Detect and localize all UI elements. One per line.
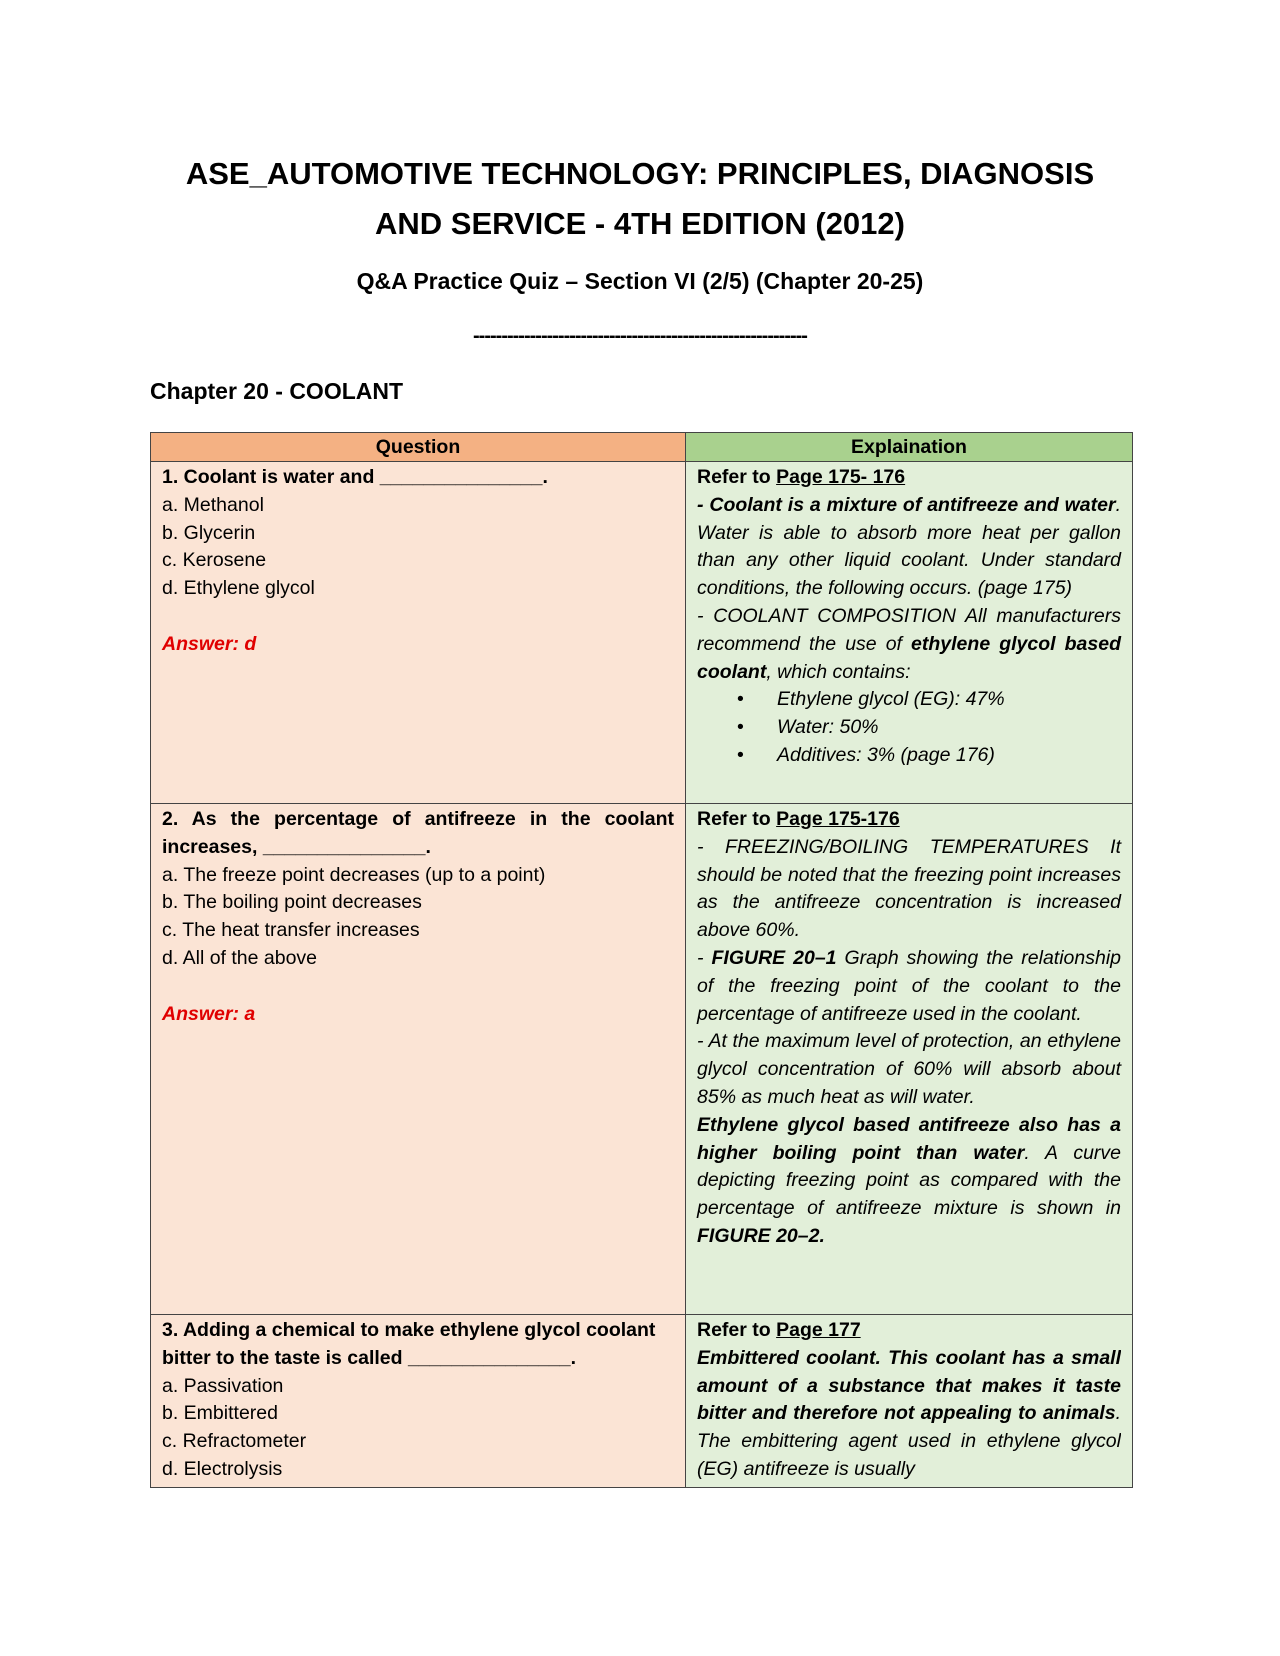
title-line-2: AND SERVICE - 4TH EDITION (2012)	[375, 206, 905, 241]
table-row	[151, 462, 1133, 804]
explanation-end: .	[819, 1224, 825, 1247]
table-header-row	[151, 433, 1133, 462]
question-cell	[151, 804, 686, 1315]
explanation-paragraph	[697, 603, 1121, 686]
reference-page: Page 175-176	[776, 808, 900, 830]
explanation-cell-content	[697, 1317, 1121, 1487]
option-c: c. The heat transfer increases	[162, 919, 420, 942]
document-title	[150, 149, 1130, 249]
option-d: d. Ethylene glycol	[162, 577, 315, 600]
question-text: 1. Coolant is water and _______________.	[162, 466, 548, 488]
explanation-cell	[686, 462, 1133, 804]
page-reference	[697, 464, 1121, 492]
list-item: • Ethylene glycol (EG): 47%	[777, 686, 1121, 714]
explanation-paragraph	[697, 1112, 1121, 1251]
option-b: b. Embittered	[162, 1402, 278, 1425]
explanation-text: -	[697, 946, 712, 969]
reference-prefix: Refer to	[697, 466, 777, 488]
question-cell-content	[162, 1317, 674, 1487]
composition-list	[697, 686, 1121, 769]
document-subtitle: Q&A Practice Quiz – Section VI (2/5) (Chapter 20-25)	[356, 268, 924, 294]
option-c: c. Kerosene	[162, 549, 267, 572]
list-item: • Additives: 3% (page 176)	[777, 742, 1121, 770]
question-cell	[151, 1315, 686, 1488]
explanation-emphasis: Ethylene glycol based antifreeze also has a higher boiling point than water	[697, 1113, 1121, 1164]
chapter-heading: Chapter 20 - COOLANT	[150, 378, 404, 404]
explanation-text: , which contains:	[766, 660, 911, 683]
option-a: a. Passivation	[162, 1374, 284, 1397]
table-row	[151, 1315, 1133, 1488]
page-reference	[697, 1317, 1121, 1345]
title-line-1: ASE_AUTOMOTIVE TECHNOLOGY: PRINCIPLES, DIAGNOSIS	[185, 156, 1095, 191]
explanation-text: Graph showing the relationship of the freezing point of the coolant to the percentage of antifreeze used in the coolant.	[697, 946, 1122, 1025]
explanation-cell	[686, 804, 1133, 1315]
explanation-cell	[686, 1315, 1133, 1488]
explanation-text: - COOLANT COMPOSITION All manufacturers recommend the use of	[697, 604, 1121, 655]
explanation-paragraph	[697, 492, 1121, 603]
figure-reference: FIGURE 20–2	[697, 1224, 820, 1247]
explanation-paragraph	[697, 1345, 1121, 1484]
explanation-paragraph: - FREEZING/BOILING TEMPERATURES It should be noted that the freezing point increases as the antifreeze concentration is increased above 60%.	[697, 835, 1121, 942]
question-text: 2. As the percentage of antifreeze in the coolant increases, _______________.	[162, 808, 674, 858]
explanation-column-header: Explaination	[686, 433, 1133, 462]
reference-page: Page 177	[776, 1319, 861, 1341]
explanation-emphasis: Embittered coolant. This coolant has a small amount of a substance that makes it taste bitter and therefore not appealing to animals	[697, 1346, 1121, 1425]
option-a: a. The freeze point decreases (up to a point)	[162, 863, 546, 886]
qa-table	[150, 432, 1133, 1488]
table-row	[151, 804, 1133, 1315]
reference-page: Page 175- 176	[776, 466, 906, 488]
figure-reference: FIGURE 20–1	[711, 946, 837, 969]
option-b: b. The boiling point decreases	[162, 891, 422, 914]
question-cell	[151, 462, 686, 804]
question-text: 3. Adding a chemical to make ethylene glycol coolant bitter to the taste is called _______________.	[162, 1319, 656, 1369]
reference-prefix: Refer to	[697, 1319, 777, 1341]
explanation-text: . A curve depicting freezing point as compared with the percentage of antifreeze mixture is shown in	[697, 1141, 1122, 1220]
explanation-emphasis: ethylene glycol based coolant	[697, 632, 1122, 683]
reference-prefix: Refer to	[697, 808, 777, 830]
list-item: • Water: 50%	[777, 714, 1121, 742]
option-a: a. Methanol	[162, 493, 264, 516]
divider-line: -----------------------------------------------------------	[473, 325, 807, 347]
question-column-header: Question	[151, 433, 686, 462]
option-d: d. All of the above	[162, 946, 318, 969]
explanation-paragraph	[697, 945, 1121, 1028]
explanation-paragraph: - At the maximum level of protection, an ethylene glycol concentration of 60% will absorb about 85% as much heat as will water.	[697, 1030, 1121, 1108]
explanation-text: . The embittering agent used in ethylene glycol (EG) antifreeze is usually	[697, 1402, 1121, 1480]
page-reference	[697, 806, 1121, 834]
explanation-emphasis: - Coolant is a mixture of antifreeze and water	[697, 493, 1116, 516]
option-b: b. Glycerin	[162, 521, 256, 544]
option-d: d. Electrolysis	[162, 1457, 283, 1480]
explanation-text: . Water is able to absorb more heat per gallon than any other liquid coolant. Under standard conditions, the following occurs. (page 175)	[697, 493, 1121, 600]
option-c: c. Refractometer	[162, 1430, 307, 1453]
answer-text: Answer: d	[162, 632, 257, 655]
answer-text: Answer: a	[162, 1002, 256, 1025]
